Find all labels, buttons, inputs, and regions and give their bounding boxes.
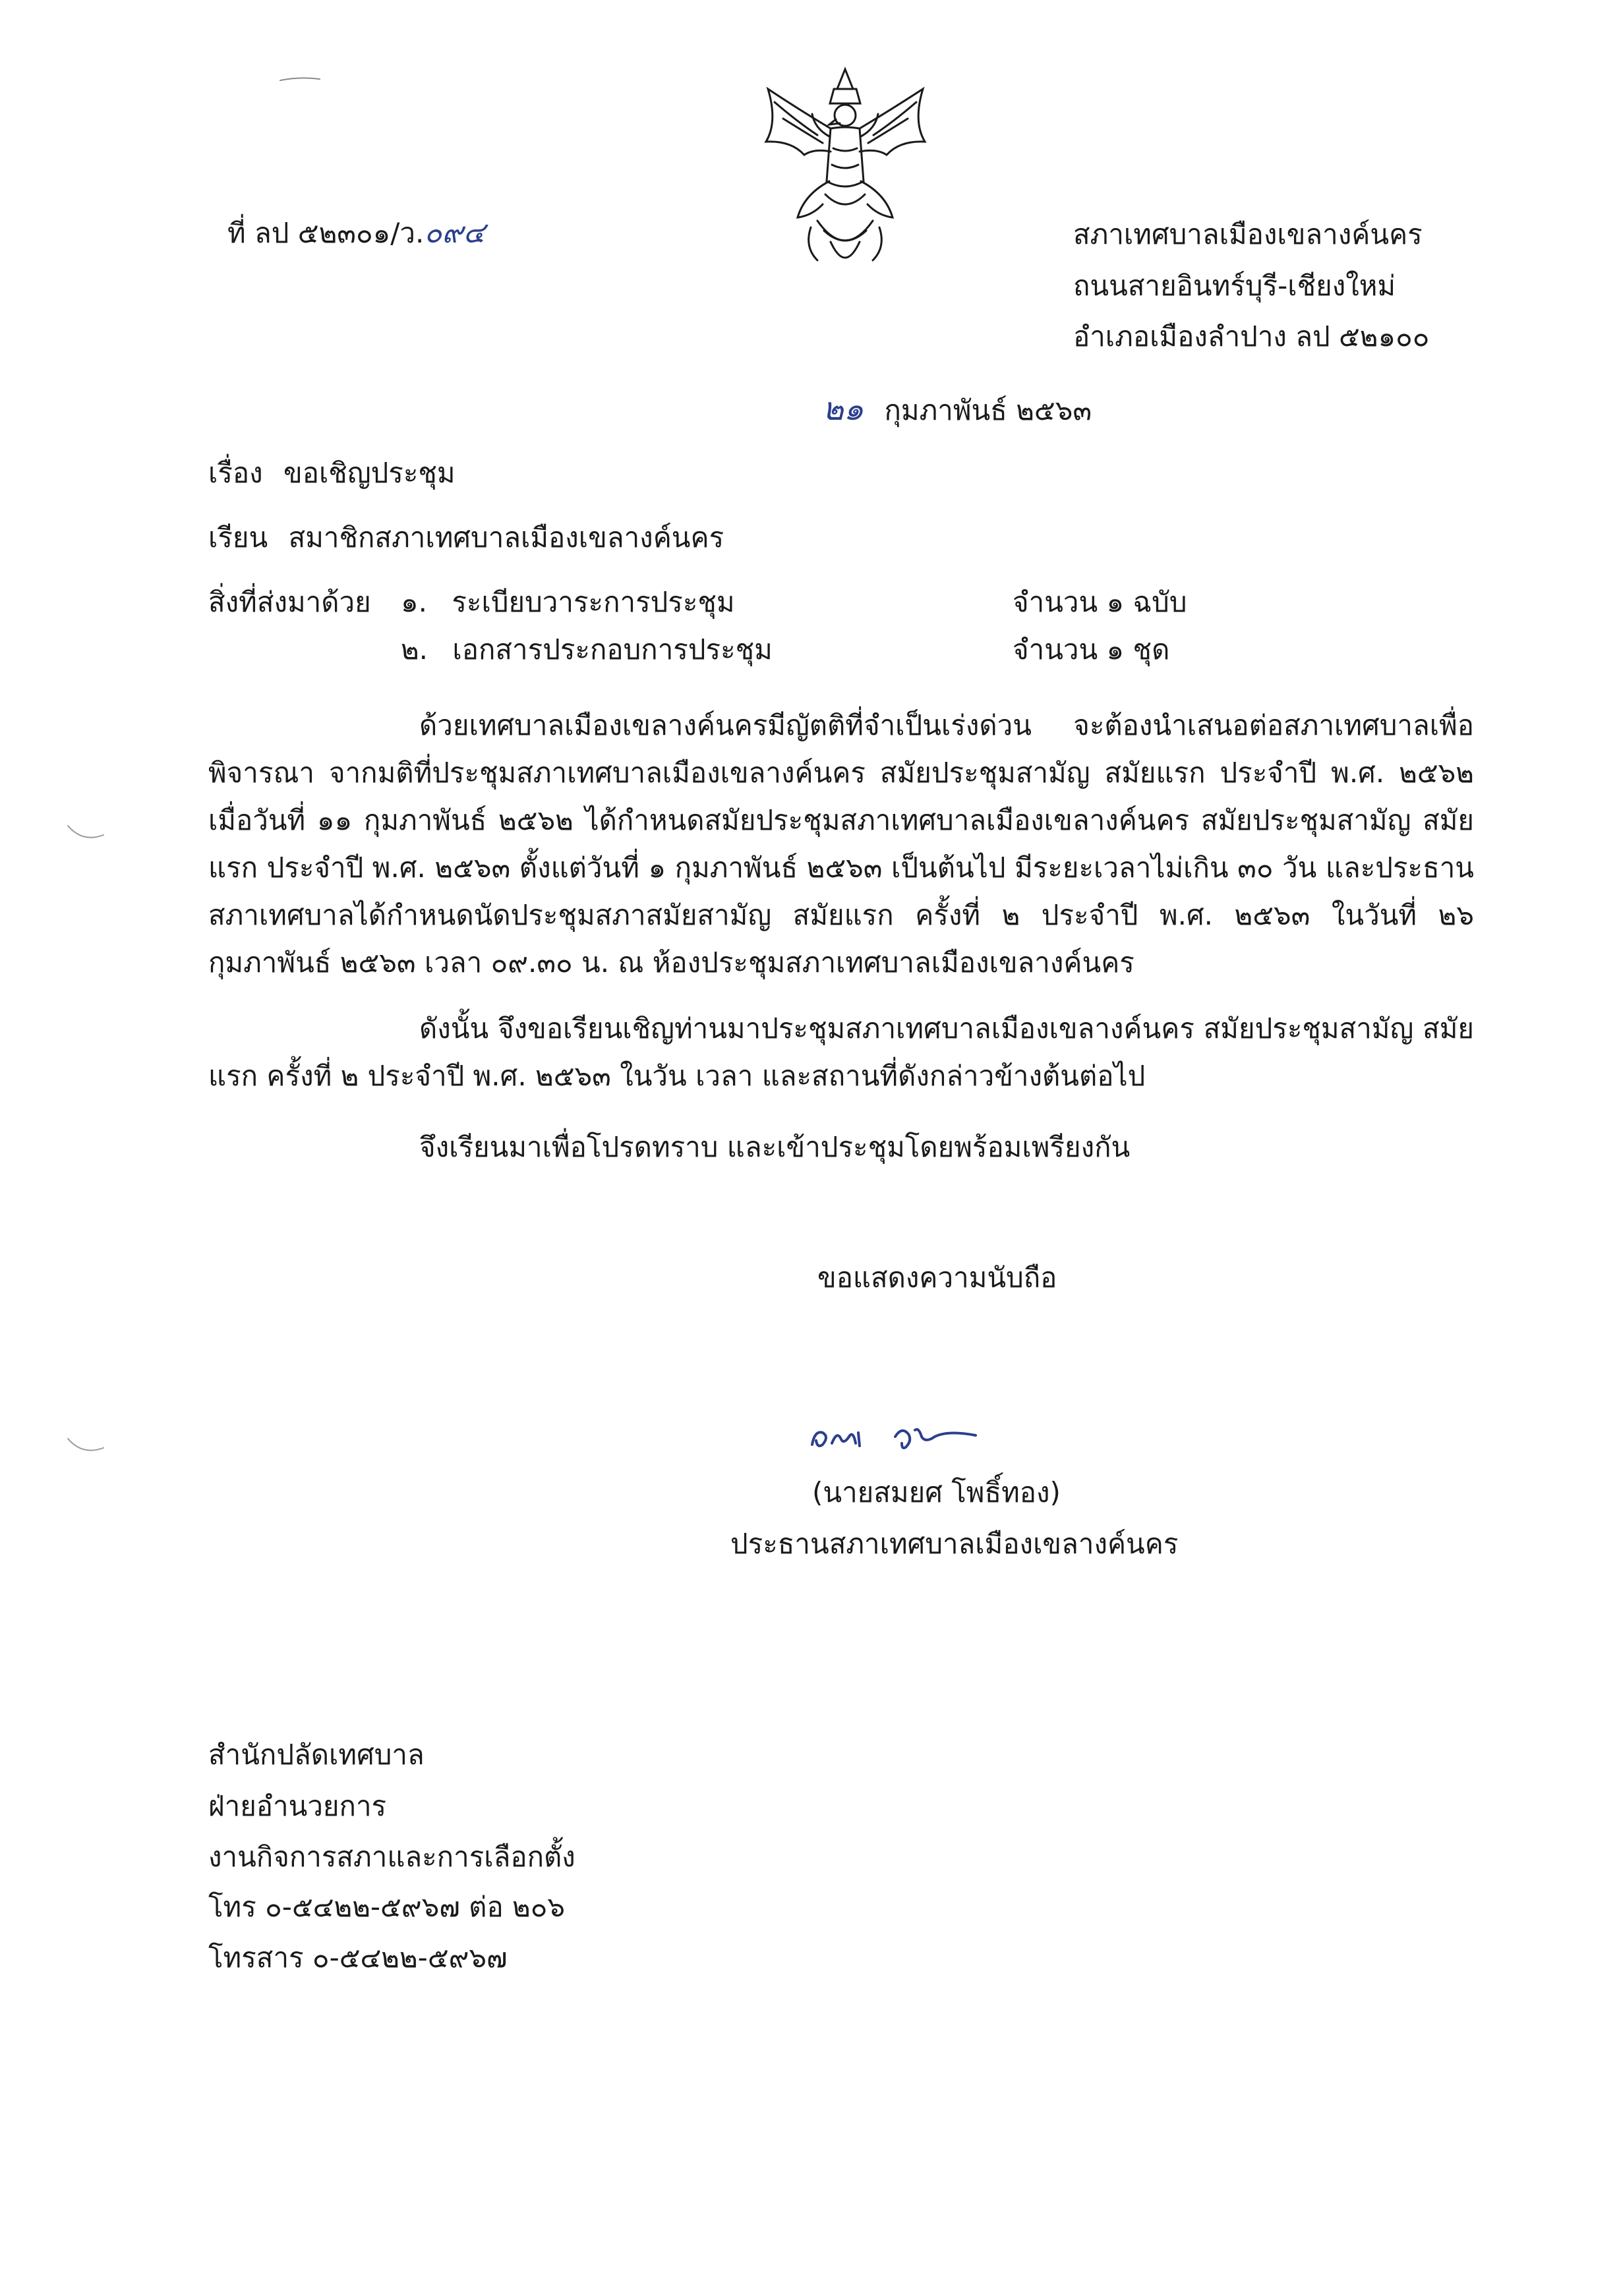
punch-hole-mark (63, 820, 109, 847)
reference-prefix: ที่ ลป ๕๒๓๐๑/ว. (227, 217, 425, 249)
enclosure-number: ๒. (401, 633, 428, 666)
date-day-handwritten: ๒๑ (823, 391, 864, 428)
recipient-label: เรียน (208, 521, 268, 554)
footer-fax: โทรสาร ๐-๕๔๒๒-๕๙๖๗ (208, 1941, 508, 1974)
subject-line (208, 459, 456, 487)
scan-mark-top (277, 72, 323, 86)
body-paragraph-text: จึงเรียนมาเพื่อโปรดทราบ และเข้าประชุมโดยพร้อมเพรียงกัน (419, 1131, 1131, 1163)
closing-salutation: ขอแสดงความนับถือ (817, 1261, 1057, 1294)
signer-position: ประธานสภาเทศบาลเมืองเขลางค์นคร (730, 1528, 1179, 1560)
sender-address-line: อำเภอเมืองลำปาง ลป ๕๒๑๐๐ (1073, 320, 1430, 353)
sender-address-line: ถนนสายอินทร์บุรี-เชียงใหม่ (1073, 270, 1396, 302)
body-paragraph (208, 1124, 1474, 1171)
garuda-emblem-icon (751, 63, 939, 280)
subject-text: ขอเชิญประชุม (283, 457, 456, 489)
punch-hole-mark (63, 1433, 109, 1460)
body-paragraph-text: ด้วยเทศบาลเมืองเขลางค์นครมีญัตติที่จำเป็นเร่งด่วน จะต้องนำเสนอต่อสภาเทศบาลเพื่อพิจารณา จากมติที่ประชุมสภาเทศบาลเมืองเขลางค์นคร สมัยประชุมสามัญ สมัยแรก ประจำปี พ.ศ. ๒๕๖๒ เมื่อวันที่ ๑๑ กุมภาพันธ์ ๒๕๖๒ ได้กำหนดสมัยประชุมสภาเทศบาลเมืองเขลางค์นคร สมัยประชุมสามัญ สมัยแรก ประจำปี พ.ศ. ๒๕๖๓ ตั้งแต่วันที่ ๑ กุมภาพันธ์ ๒๕๖๓ เป็นต้นไป มีระยะเวลาไม่เกิน ๓๐ วัน และประธานสภาเทศบาลได้กำหนดนัดประชุมสภาสมัยสามัญ สมัยแรก ครั้งที่ ๒ ประจำปี พ.ศ. ๒๕๖๓ ในวันที่ ๒๖ กุมภาพันธ์ ๒๕๖๓ เวลา ๐๙.๓๐ น. ณ ห้องประชุมสภาเทศบาลเมืองเขลางค์นคร (208, 709, 1474, 979)
enclosure-quantity: จำนวน ๑ ชุด (1013, 633, 1170, 666)
footer-phone: โทร ๐-๕๔๒๒-๕๙๖๗ ต่อ ๒๐๖ (208, 1891, 566, 1923)
enclosure-name: ระเบียบวาระการประชุม (452, 586, 735, 618)
enclosures-label: สิ่งที่ส่งมาด้วย (208, 586, 371, 618)
footer-line: ฝ่ายอำนวยการ (208, 1790, 387, 1822)
body-paragraph (208, 1005, 1474, 1100)
body-paragraph (208, 702, 1474, 987)
handwritten-signature (803, 1410, 987, 1463)
date-month-year: กุมภาพันธ์ ๒๕๖๓ (884, 394, 1092, 426)
footer-line: งานกิจการสภาและการเลือกตั้ง (208, 1841, 575, 1873)
subject-label: เรื่อง (208, 457, 263, 489)
letter-date (823, 391, 1092, 428)
body-paragraph-text: ดังนั้น จึงขอเรียนเชิญท่านมาประชุมสภาเทศบาลเมืองเขลางค์นคร สมัยประชุมสามัญ สมัยแรก ครั้งที่ ๒ ประจำปี พ.ศ. ๒๕๖๓ ในวัน เวลา และสถานที่ดังกล่าวข้างต้นต่อไป (208, 1012, 1474, 1092)
enclosure-item (401, 588, 735, 616)
footer-line: สำนักปลัดเทศบาล (208, 1738, 425, 1771)
recipient-line (208, 521, 724, 554)
sender-address-line: สภาเทศบาลเมืองเขลางค์นคร (1073, 218, 1423, 250)
enclosure-number: ๑. (401, 586, 428, 618)
enclosure-item (401, 633, 773, 666)
recipient-text: สมาชิกสภาเทศบาลเมืองเขลางค์นคร (288, 521, 724, 554)
reference-handwritten-number: ๐๙๔ (424, 216, 485, 250)
signer-name: (นายสมยศ โพธิ์ทอง) (812, 1476, 1061, 1508)
enclosure-quantity: จำนวน ๑ ฉบับ (1013, 586, 1187, 618)
enclosure-name: เอกสารประกอบการประชุม (452, 633, 773, 666)
reference-number (227, 216, 485, 250)
